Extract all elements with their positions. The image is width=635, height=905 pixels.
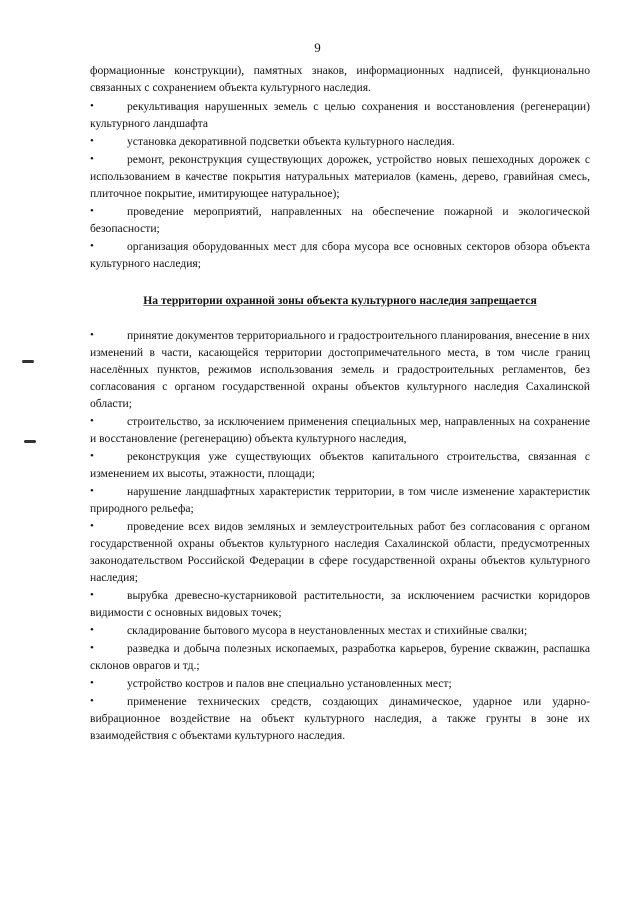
list-item-text: реконструкция уже существующих объектов капитального строительства, связанная с изменением их высоты, этажности, площади; [90,450,590,480]
list-item-text: проведение мероприятий, направленных на обеспечение пожарной и экологической безопасности; [90,205,590,235]
bullet-icon: • [90,205,94,217]
list-item-text: рекультивация нарушенных земель с целью сохранения и восстановления (регенерации) культурного ландшафта [90,100,590,130]
list-item [90,693,590,744]
bullet-icon: • [90,153,94,165]
list-item-text: устройство костров и палов вне специально установленных мест; [127,677,452,690]
list-item-text: строительство, за исключением применения специальных мер, направленных на сохранение и восстановление (регенерацию) объекта культурного наследия, [90,415,590,445]
list-item-text: организация оборудованных мест для сбора мусора все основных секторов обзора объекта культурного наследия; [90,240,590,270]
bullet-icon: • [90,642,94,654]
bullet-icon: • [90,450,94,462]
list-item-text: принятие документов территориального и градостроительного планирования, внесение в них изменений в части, касающейся территории достопримечательного места, в том числе границ населённых пунктов, режимов использования земель и градостроительных регламентов, без согласования с органом государственной охраны объектов культурного наследия Сахалинской области; [90,329,590,410]
list-item-text: проведение всех видов земляных и землеустроительных работ без согласования с органом государственной охраны объектов культурного наследия Сахалинской области, предусмотренных законодательством Российской Федерации в сфере государственной охраны объектов культурного наследия; [90,520,590,584]
list-item [90,203,590,237]
list-item [90,675,590,692]
list-item [90,98,590,132]
list-item [90,413,590,447]
list-item [90,640,590,674]
bullet-icon: • [90,695,94,707]
prohibited-list [90,327,590,744]
list-item-text: нарушение ландшафтных характеристик территории, в том числе изменение характеристик природного рельефа; [90,485,590,515]
section-heading: На территории охранной зоны объекта культурного наследия запрещается [143,294,537,307]
bullet-icon: • [90,485,94,497]
list-item-text: установка декоративной подсветки объекта культурного наследия. [127,135,455,148]
list-item [90,587,590,621]
list-item [90,238,590,272]
list-item-text: ремонт, реконструкция существующих дорожек, устройство новых пешеходных дорожек с использованием в качестве покрытия натуральных материалов (камень, дерево, гравийная смесь, плиточное покрытие, имитирующее натуральное); [90,153,590,200]
bullet-icon: • [90,415,94,427]
bullet-icon: • [90,589,94,601]
list-item-text: вырубка древесно-кустарниковой растительности, за исключением расчистки коридоров видимости с основных видовых точек; [90,589,590,619]
list-item [90,133,590,150]
list-item [90,483,590,517]
list-item [90,327,590,412]
document-body [90,62,590,745]
lead-fragment: формационные конструкции), памятных знаков, информационных надписей, функционально связанных с сохранением объекта культурного наследия. [90,64,590,94]
list-item [90,622,590,639]
list-item-text: разведка и добыча полезных ископаемых, разработка карьеров, бурение скважин, распашка склонов оврагов и тд.; [90,642,590,672]
list-item [90,518,590,586]
bullet-icon: • [90,624,94,636]
bullet-icon: • [90,100,94,112]
bullet-icon: • [90,520,94,532]
page-number: 9 [314,40,321,55]
bullet-icon: • [90,135,94,147]
bullet-icon: • [90,329,94,341]
list-item-text: применение технических средств, создающих динамическое, ударное или ударно-вибрационное воздействие на объект культурного наследия, а также грунты в зоне их взаимодействия с объектами культурного наследия. [90,695,590,742]
scan-mark [22,360,34,363]
list-item-text: складирование бытового мусора в неустановленных местах и стихийные свалки; [127,624,528,637]
bullet-icon: • [90,677,94,689]
scan-mark [24,440,36,443]
permitted-list [90,98,590,272]
list-item [90,151,590,202]
list-item [90,448,590,482]
bullet-icon: • [90,240,94,252]
